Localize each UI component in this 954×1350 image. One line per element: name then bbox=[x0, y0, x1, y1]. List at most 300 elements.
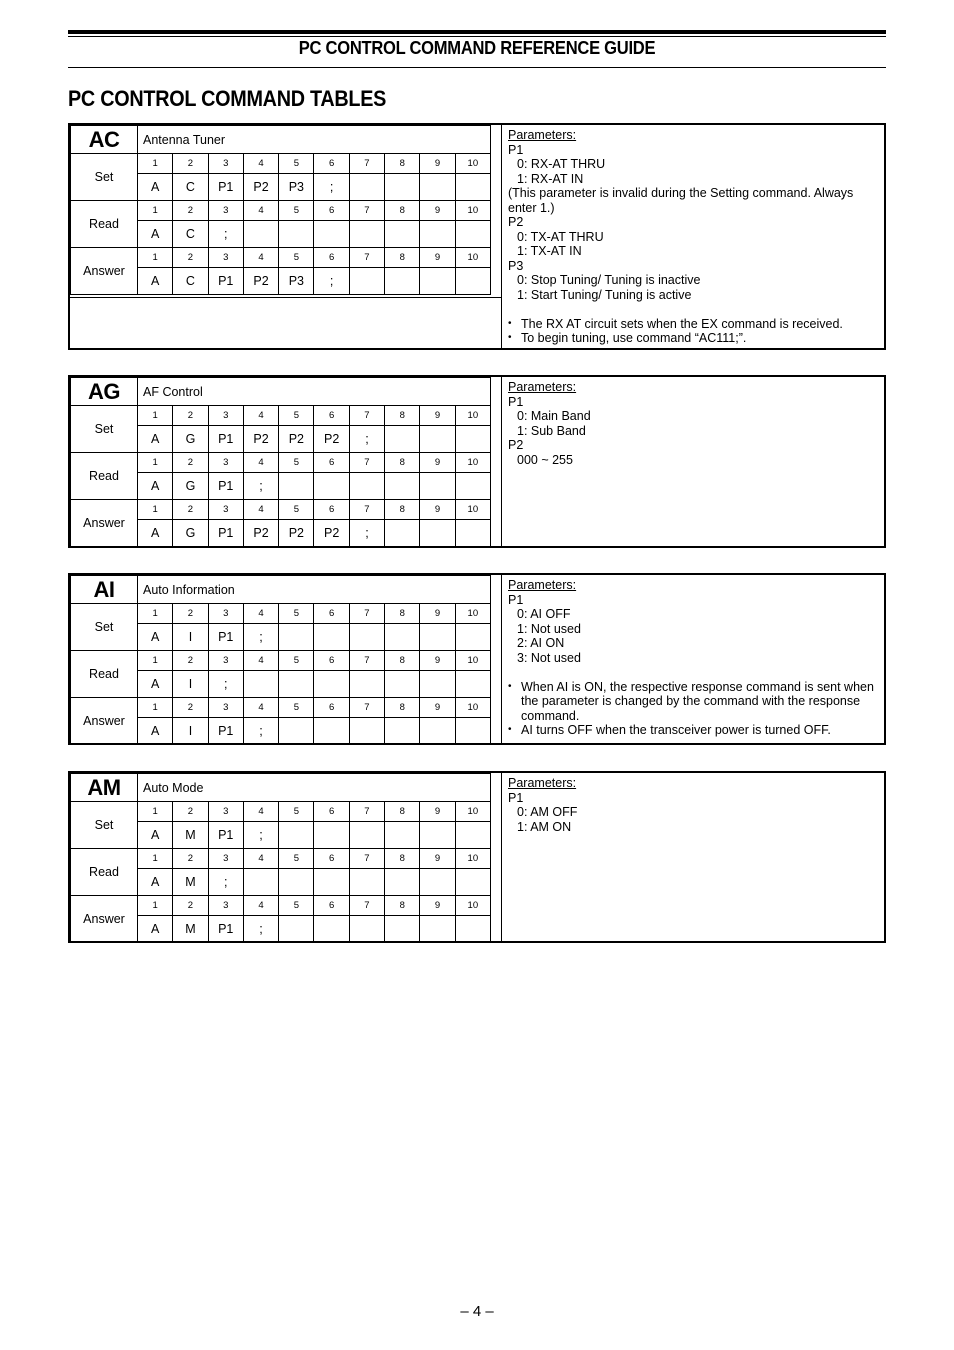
column-number: 2 bbox=[173, 201, 208, 221]
column-number: 2 bbox=[173, 453, 208, 473]
column-number: 10 bbox=[455, 500, 490, 520]
column-number: 7 bbox=[349, 500, 384, 520]
parameters-heading: Parameters: bbox=[508, 776, 577, 790]
command-cell bbox=[455, 869, 490, 896]
command-cell: I bbox=[173, 718, 208, 745]
command-cell bbox=[279, 718, 314, 745]
column-number: 3 bbox=[208, 849, 243, 869]
column-number: 8 bbox=[385, 802, 420, 822]
command-cell bbox=[455, 473, 490, 500]
column-number: 9 bbox=[420, 651, 455, 671]
command-cell bbox=[243, 221, 278, 248]
column-number: 9 bbox=[420, 406, 455, 426]
parameters-heading: Parameters: bbox=[508, 578, 577, 592]
column-number: 4 bbox=[243, 201, 278, 221]
page-number: – 4 – bbox=[460, 1303, 494, 1320]
column-number: 4 bbox=[243, 453, 278, 473]
column-number: 10 bbox=[455, 651, 490, 671]
column-number: 7 bbox=[349, 604, 384, 624]
column-number: 3 bbox=[208, 201, 243, 221]
command-cell bbox=[420, 426, 455, 453]
command-cell bbox=[420, 221, 455, 248]
command-cell bbox=[314, 718, 349, 745]
column-number: 5 bbox=[279, 154, 314, 174]
column-number: 10 bbox=[455, 248, 490, 268]
command-cell: P1 bbox=[208, 718, 243, 745]
parameter-line: 1: Not used bbox=[517, 621, 581, 636]
parameter-line: 0: AM OFF bbox=[517, 805, 578, 819]
row-label-read: Read bbox=[71, 453, 138, 500]
command-cell bbox=[420, 624, 455, 651]
column-number: 1 bbox=[138, 453, 173, 473]
parameter-line: P3 bbox=[508, 258, 524, 273]
row-label-read: Read bbox=[71, 201, 138, 248]
parameter-line: 0: RX-AT THRU bbox=[517, 157, 606, 171]
command-cell: ; bbox=[243, 473, 278, 500]
parameter-line: 1: RX-AT IN bbox=[517, 171, 584, 186]
column-number: 2 bbox=[173, 651, 208, 671]
column-number: 10 bbox=[455, 406, 490, 426]
parameter-line: (This parameter is invalid during the Setting command. Always enter 1.) bbox=[508, 186, 854, 215]
command-cell: A bbox=[138, 174, 173, 201]
command-cell bbox=[349, 869, 384, 896]
command-cell bbox=[385, 520, 420, 547]
command-cell bbox=[314, 822, 349, 849]
column-number: 7 bbox=[349, 201, 384, 221]
header-rule-thick bbox=[68, 30, 886, 34]
parameter-line: 3: Not used bbox=[517, 650, 581, 665]
column-number: 4 bbox=[243, 698, 278, 718]
column-number: 8 bbox=[385, 698, 420, 718]
command-cell bbox=[385, 869, 420, 896]
command-cell bbox=[420, 174, 455, 201]
column-number: 1 bbox=[138, 248, 173, 268]
column-number: 4 bbox=[243, 802, 278, 822]
column-number: 10 bbox=[455, 604, 490, 624]
row-label-set: Set bbox=[71, 604, 138, 651]
column-number: 2 bbox=[173, 849, 208, 869]
column-number: 6 bbox=[314, 698, 349, 718]
row-label-set: Set bbox=[71, 154, 138, 201]
column-number: 6 bbox=[314, 248, 349, 268]
column-number: 7 bbox=[349, 651, 384, 671]
column-number: 7 bbox=[349, 849, 384, 869]
command-cell: ; bbox=[349, 426, 384, 453]
parameter-line: 0: Stop Tuning/ Tuning is inactive bbox=[517, 273, 701, 287]
column-number: 10 bbox=[455, 201, 490, 221]
command-cell bbox=[349, 916, 384, 943]
column-number: 2 bbox=[173, 802, 208, 822]
parameter-line: P2 bbox=[508, 215, 524, 229]
command-code: AM bbox=[71, 774, 138, 802]
parameters-panel bbox=[501, 575, 884, 743]
column-number: 2 bbox=[173, 248, 208, 268]
column-number: 6 bbox=[314, 500, 349, 520]
command-cell: P2 bbox=[279, 426, 314, 453]
command-cell bbox=[455, 671, 490, 698]
command-cell: A bbox=[138, 426, 173, 453]
parameter-line: 1: Sub Band bbox=[517, 423, 586, 438]
command-name: Auto Mode bbox=[138, 774, 491, 802]
column-number: 1 bbox=[138, 604, 173, 624]
command-cell: P2 bbox=[243, 174, 278, 201]
command-cell: P2 bbox=[314, 520, 349, 547]
column-number: 4 bbox=[243, 849, 278, 869]
column-number: 6 bbox=[314, 651, 349, 671]
column-number: 9 bbox=[420, 604, 455, 624]
command-cell bbox=[349, 718, 384, 745]
command-cell: P1 bbox=[208, 268, 243, 295]
command-block-ac bbox=[68, 123, 886, 350]
command-cell: A bbox=[138, 268, 173, 295]
command-cell: I bbox=[173, 624, 208, 651]
row-label-set: Set bbox=[71, 406, 138, 453]
command-cell bbox=[279, 822, 314, 849]
parameter-line: P1 bbox=[508, 790, 524, 805]
column-number: 4 bbox=[243, 604, 278, 624]
command-cell: P1 bbox=[208, 426, 243, 453]
command-cell bbox=[455, 520, 490, 547]
note-bullet: • The RX AT circuit sets when the EX command is received. bbox=[508, 317, 876, 332]
command-cell: P3 bbox=[279, 268, 314, 295]
command-table bbox=[70, 575, 491, 745]
row-label-answer: Answer bbox=[71, 896, 138, 943]
parameter-line: 2: AI ON bbox=[517, 636, 565, 650]
column-number: 1 bbox=[138, 500, 173, 520]
command-code: AG bbox=[71, 378, 138, 406]
command-code: AI bbox=[71, 576, 138, 604]
column-number: 5 bbox=[279, 248, 314, 268]
note-bullet: • To begin tuning, use command “AC111;”. bbox=[508, 331, 876, 346]
command-cell: A bbox=[138, 916, 173, 943]
column-number: 5 bbox=[279, 802, 314, 822]
command-cell bbox=[279, 624, 314, 651]
column-number: 10 bbox=[455, 453, 490, 473]
command-cell bbox=[243, 671, 278, 698]
parameter-line: P1 bbox=[508, 592, 524, 607]
command-cell bbox=[420, 869, 455, 896]
command-cell bbox=[349, 822, 384, 849]
command-cell: P1 bbox=[208, 822, 243, 849]
command-cell bbox=[455, 426, 490, 453]
column-number: 4 bbox=[243, 651, 278, 671]
header-rule-thin bbox=[68, 36, 886, 37]
parameters-panel bbox=[501, 773, 884, 941]
column-number: 10 bbox=[455, 698, 490, 718]
parameters-heading: Parameters: bbox=[508, 128, 577, 142]
command-cell bbox=[455, 268, 490, 295]
column-number: 3 bbox=[208, 651, 243, 671]
parameter-line: 0: AI OFF bbox=[517, 607, 571, 621]
command-cell bbox=[385, 671, 420, 698]
command-cell: C bbox=[173, 268, 208, 295]
column-number: 1 bbox=[138, 896, 173, 916]
column-number: 6 bbox=[314, 896, 349, 916]
command-cell bbox=[420, 520, 455, 547]
column-number: 2 bbox=[173, 896, 208, 916]
command-cell: P1 bbox=[208, 520, 243, 547]
column-number: 6 bbox=[314, 849, 349, 869]
header-rule-bottom bbox=[68, 67, 886, 68]
command-cell: C bbox=[173, 174, 208, 201]
column-number: 8 bbox=[385, 154, 420, 174]
parameter-line: P2 bbox=[508, 438, 524, 452]
command-cell bbox=[385, 426, 420, 453]
command-cell: M bbox=[173, 916, 208, 943]
command-cell bbox=[385, 221, 420, 248]
column-number: 7 bbox=[349, 896, 384, 916]
command-cell bbox=[455, 822, 490, 849]
note-bullet: • AI turns OFF when the transceiver power is turned OFF. bbox=[508, 723, 876, 738]
column-number: 5 bbox=[279, 201, 314, 221]
column-number: 5 bbox=[279, 604, 314, 624]
command-cell: P2 bbox=[243, 520, 278, 547]
command-cell: ; bbox=[314, 174, 349, 201]
column-number: 9 bbox=[420, 500, 455, 520]
command-cell: P1 bbox=[208, 473, 243, 500]
command-cell bbox=[314, 221, 349, 248]
column-number: 8 bbox=[385, 604, 420, 624]
row-label-set: Set bbox=[71, 802, 138, 849]
command-cell bbox=[349, 624, 384, 651]
command-table bbox=[70, 125, 491, 295]
command-cell: A bbox=[138, 520, 173, 547]
column-number: 1 bbox=[138, 406, 173, 426]
command-name: Auto Information bbox=[138, 576, 491, 604]
note-bullet: • When AI is ON, the respective response command is sent when the parameter is changed by the command with the response command. bbox=[508, 680, 876, 724]
command-cell bbox=[385, 174, 420, 201]
column-number: 3 bbox=[208, 500, 243, 520]
column-number: 5 bbox=[279, 849, 314, 869]
parameter-line: 0: Main Band bbox=[517, 409, 591, 423]
column-number: 3 bbox=[208, 604, 243, 624]
command-name: Antenna Tuner bbox=[138, 126, 491, 154]
command-cell: A bbox=[138, 718, 173, 745]
command-block-ag bbox=[68, 375, 886, 548]
column-number: 2 bbox=[173, 500, 208, 520]
parameters-panel bbox=[501, 125, 884, 348]
column-number: 8 bbox=[385, 248, 420, 268]
parameter-line: 0: TX-AT THRU bbox=[517, 229, 604, 244]
command-cell bbox=[455, 174, 490, 201]
command-cell: C bbox=[173, 221, 208, 248]
command-cell: G bbox=[173, 520, 208, 547]
parameters-heading: Parameters: bbox=[508, 380, 577, 394]
command-cell: P2 bbox=[314, 426, 349, 453]
column-number: 9 bbox=[420, 248, 455, 268]
column-number: 6 bbox=[314, 802, 349, 822]
column-number: 9 bbox=[420, 849, 455, 869]
column-number: 1 bbox=[138, 201, 173, 221]
column-number: 8 bbox=[385, 406, 420, 426]
command-cell bbox=[455, 624, 490, 651]
column-number: 6 bbox=[314, 154, 349, 174]
command-cell bbox=[314, 473, 349, 500]
command-cell bbox=[349, 473, 384, 500]
command-cell bbox=[420, 916, 455, 943]
column-number: 1 bbox=[138, 154, 173, 174]
parameter-line: P1 bbox=[508, 142, 524, 157]
command-cell: P1 bbox=[208, 916, 243, 943]
command-cell: ; bbox=[349, 520, 384, 547]
command-cell: G bbox=[173, 426, 208, 453]
column-number: 9 bbox=[420, 802, 455, 822]
command-cell bbox=[314, 671, 349, 698]
row-label-answer: Answer bbox=[71, 500, 138, 547]
command-cell: A bbox=[138, 671, 173, 698]
column-number: 9 bbox=[420, 453, 455, 473]
command-cell bbox=[279, 916, 314, 943]
command-cell bbox=[455, 916, 490, 943]
column-number: 5 bbox=[279, 500, 314, 520]
parameter-line: 1: TX-AT IN bbox=[517, 244, 582, 258]
column-number: 4 bbox=[243, 154, 278, 174]
command-cell bbox=[455, 718, 490, 745]
command-cell: A bbox=[138, 869, 173, 896]
column-number: 9 bbox=[420, 201, 455, 221]
column-number: 2 bbox=[173, 604, 208, 624]
column-number: 8 bbox=[385, 500, 420, 520]
command-cell: ; bbox=[208, 869, 243, 896]
command-cell: A bbox=[138, 473, 173, 500]
command-cell: I bbox=[173, 671, 208, 698]
column-number: 2 bbox=[173, 154, 208, 174]
column-number: 8 bbox=[385, 849, 420, 869]
column-number: 9 bbox=[420, 896, 455, 916]
command-cell: ; bbox=[243, 916, 278, 943]
command-cell bbox=[385, 916, 420, 943]
command-cell: ; bbox=[208, 671, 243, 698]
column-number: 7 bbox=[349, 248, 384, 268]
command-cell bbox=[349, 174, 384, 201]
row-label-read: Read bbox=[71, 651, 138, 698]
column-number: 5 bbox=[279, 896, 314, 916]
parameters-panel bbox=[501, 377, 884, 546]
column-number: 5 bbox=[279, 453, 314, 473]
column-number: 6 bbox=[314, 201, 349, 221]
command-cell: P2 bbox=[279, 520, 314, 547]
command-cell bbox=[314, 624, 349, 651]
spacer bbox=[508, 665, 876, 680]
column-number: 6 bbox=[314, 406, 349, 426]
spacer bbox=[508, 302, 876, 317]
command-cell: ; bbox=[208, 221, 243, 248]
column-number: 5 bbox=[279, 651, 314, 671]
command-cell bbox=[279, 473, 314, 500]
column-number: 1 bbox=[138, 651, 173, 671]
column-number: 7 bbox=[349, 453, 384, 473]
column-number: 7 bbox=[349, 154, 384, 174]
header-title: PC CONTROL COMMAND REFERENCE GUIDE bbox=[298, 38, 656, 58]
command-cell bbox=[243, 869, 278, 896]
column-number: 5 bbox=[279, 406, 314, 426]
command-cell: M bbox=[173, 869, 208, 896]
row-label-answer: Answer bbox=[71, 248, 138, 295]
command-cell bbox=[349, 671, 384, 698]
command-cell bbox=[385, 268, 420, 295]
parameter-line: P1 bbox=[508, 394, 524, 409]
column-number: 8 bbox=[385, 453, 420, 473]
column-number: 1 bbox=[138, 802, 173, 822]
command-cell bbox=[420, 718, 455, 745]
command-cell bbox=[420, 268, 455, 295]
command-block-ai bbox=[68, 573, 886, 745]
command-cell bbox=[385, 718, 420, 745]
column-number: 9 bbox=[420, 154, 455, 174]
command-cell bbox=[279, 671, 314, 698]
command-cell: A bbox=[138, 221, 173, 248]
column-number: 3 bbox=[208, 698, 243, 718]
column-number: 1 bbox=[138, 698, 173, 718]
row-label-answer: Answer bbox=[71, 698, 138, 745]
column-number: 7 bbox=[349, 406, 384, 426]
parameter-line: 1: Start Tuning/ Tuning is active bbox=[517, 287, 692, 302]
command-cell: P1 bbox=[208, 174, 243, 201]
command-cell: A bbox=[138, 624, 173, 651]
command-cell: P1 bbox=[208, 624, 243, 651]
column-number: 3 bbox=[208, 896, 243, 916]
column-number: 4 bbox=[243, 248, 278, 268]
command-table bbox=[70, 773, 491, 943]
column-number: 3 bbox=[208, 154, 243, 174]
command-cell: P2 bbox=[243, 268, 278, 295]
command-name: AF Control bbox=[138, 378, 491, 406]
command-cell bbox=[349, 268, 384, 295]
column-number: 4 bbox=[243, 896, 278, 916]
command-cell: ; bbox=[314, 268, 349, 295]
column-number: 10 bbox=[455, 896, 490, 916]
column-number: 10 bbox=[455, 154, 490, 174]
column-number: 10 bbox=[455, 849, 490, 869]
column-number: 2 bbox=[173, 406, 208, 426]
column-number: 3 bbox=[208, 453, 243, 473]
column-number: 1 bbox=[138, 849, 173, 869]
command-cell bbox=[349, 221, 384, 248]
row-label-read: Read bbox=[71, 849, 138, 896]
column-number: 9 bbox=[420, 698, 455, 718]
column-number: 8 bbox=[385, 201, 420, 221]
column-number: 7 bbox=[349, 802, 384, 822]
column-number: 3 bbox=[208, 406, 243, 426]
command-cell: M bbox=[173, 822, 208, 849]
column-number: 6 bbox=[314, 453, 349, 473]
command-cell: ; bbox=[243, 822, 278, 849]
command-cell bbox=[455, 221, 490, 248]
command-cell bbox=[385, 473, 420, 500]
command-cell bbox=[385, 624, 420, 651]
column-number: 5 bbox=[279, 698, 314, 718]
column-number: 4 bbox=[243, 406, 278, 426]
column-number: 4 bbox=[243, 500, 278, 520]
command-cell: P3 bbox=[279, 174, 314, 201]
command-cell bbox=[420, 671, 455, 698]
command-cell: A bbox=[138, 822, 173, 849]
command-cell bbox=[314, 869, 349, 896]
column-number: 6 bbox=[314, 604, 349, 624]
command-cell bbox=[420, 473, 455, 500]
parameter-line: 000 ~ 255 bbox=[517, 452, 573, 467]
command-code: AC bbox=[71, 126, 138, 154]
section-title: PC CONTROL COMMAND TABLES bbox=[68, 86, 387, 111]
column-number: 8 bbox=[385, 651, 420, 671]
command-cell bbox=[314, 916, 349, 943]
command-cell: ; bbox=[243, 624, 278, 651]
command-cell bbox=[420, 822, 455, 849]
blank-area bbox=[70, 297, 501, 298]
command-cell bbox=[279, 869, 314, 896]
command-cell: P2 bbox=[243, 426, 278, 453]
command-cell bbox=[385, 822, 420, 849]
